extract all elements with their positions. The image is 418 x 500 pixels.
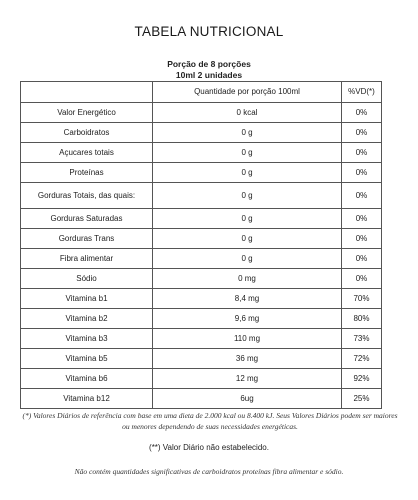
nutrient-name: Sódio xyxy=(21,269,153,289)
nutrient-vd: 0% xyxy=(342,249,382,269)
nutrient-vd: 0% xyxy=(342,143,382,163)
nutrient-vd: 73% xyxy=(342,329,382,349)
nutrient-vd: 80% xyxy=(342,309,382,329)
footnote-note: Não contém quantidades significativas de carboidratos proteínas fibra alimentar e sódio. xyxy=(74,467,344,476)
table-header-row xyxy=(21,82,382,103)
table-row xyxy=(21,389,382,409)
table-row xyxy=(21,269,382,289)
portion-line-1: Porção de 8 porções xyxy=(167,59,251,69)
portion-line-2: 10ml 2 unidades xyxy=(175,70,243,80)
page-title: TABELA NUTRICIONAL xyxy=(134,24,284,39)
table-row xyxy=(21,183,382,209)
nutrient-name: Vitamina b2 xyxy=(21,309,153,329)
table-row xyxy=(21,369,382,389)
nutrient-name: Vitamina b6 xyxy=(21,369,153,389)
nutrient-amount: 0 g xyxy=(153,163,342,183)
nutrient-vd: 0% xyxy=(342,229,382,249)
nutrient-name: Gorduras Saturadas xyxy=(21,209,153,229)
nutrition-table xyxy=(20,81,382,409)
nutrient-amount: 110 mg xyxy=(153,329,342,349)
nutrient-amount: 0 g xyxy=(153,249,342,269)
nutrient-vd: 92% xyxy=(342,369,382,389)
footnote-vd: (*) Valores Diários de referência com base em uma dieta de 2.000 kcal ou 8.400 kJ. Seus Valores Diários podem ser maiores ou menores dependendo de suas necessidades energéticas. xyxy=(22,411,398,431)
table-row xyxy=(21,163,382,183)
table-row xyxy=(21,103,382,123)
nutrient-name: Vitamina b1 xyxy=(21,289,153,309)
footnote-no-vd: (**) Valor Diário não estabelecido. xyxy=(149,443,269,452)
table-row xyxy=(21,309,382,329)
table-row xyxy=(21,229,382,249)
nutrient-amount: 8,4 mg xyxy=(153,289,342,309)
nutrient-vd: 0% xyxy=(342,123,382,143)
nutrient-vd: 0% xyxy=(342,209,382,229)
nutrient-amount: 6ug xyxy=(153,389,342,409)
nutrient-vd: 0% xyxy=(342,269,382,289)
nutrient-amount: 0 g xyxy=(153,183,342,209)
nutrient-amount: 0 g xyxy=(153,209,342,229)
table-row xyxy=(21,143,382,163)
table-row xyxy=(21,289,382,309)
nutrient-amount: 9,6 mg xyxy=(153,309,342,329)
nutrient-name: Vitamina b12 xyxy=(21,389,153,409)
table-row xyxy=(21,349,382,369)
header-cell-quantity: Quantidade por porção 100ml xyxy=(153,82,342,103)
nutrient-amount: 0 g xyxy=(153,123,342,143)
nutrient-amount: 0 g xyxy=(153,229,342,249)
nutrient-vd: 0% xyxy=(342,163,382,183)
nutrient-vd: 0% xyxy=(342,103,382,123)
header-cell-vd: %VD(*) xyxy=(342,82,382,103)
nutrient-amount: 0 mg xyxy=(153,269,342,289)
nutrient-vd: 72% xyxy=(342,349,382,369)
nutrient-name: Açucares totais xyxy=(21,143,153,163)
nutrient-name: Gorduras Totais, das quais: xyxy=(21,183,153,209)
nutrient-name: Gorduras Trans xyxy=(21,229,153,249)
table-row xyxy=(21,209,382,229)
nutrient-vd: 70% xyxy=(342,289,382,309)
table-row xyxy=(21,249,382,269)
header-cell-nutrient xyxy=(21,82,153,103)
nutrient-name: Vitamina b3 xyxy=(21,329,153,349)
table-row xyxy=(21,123,382,143)
nutrient-name: Vitamina b5 xyxy=(21,349,153,369)
nutrient-vd: 0% xyxy=(342,183,382,209)
nutrient-amount: 12 mg xyxy=(153,369,342,389)
nutrient-amount: 36 mg xyxy=(153,349,342,369)
table-row xyxy=(21,329,382,349)
nutrient-amount: 0 kcal xyxy=(153,103,342,123)
nutrient-name: Fibra alimentar xyxy=(21,249,153,269)
nutrient-name: Carboidratos xyxy=(21,123,153,143)
nutrient-vd: 25% xyxy=(342,389,382,409)
nutrient-name: Proteínas xyxy=(21,163,153,183)
nutrient-name: Valor Energético xyxy=(21,103,153,123)
nutrient-amount: 0 g xyxy=(153,143,342,163)
